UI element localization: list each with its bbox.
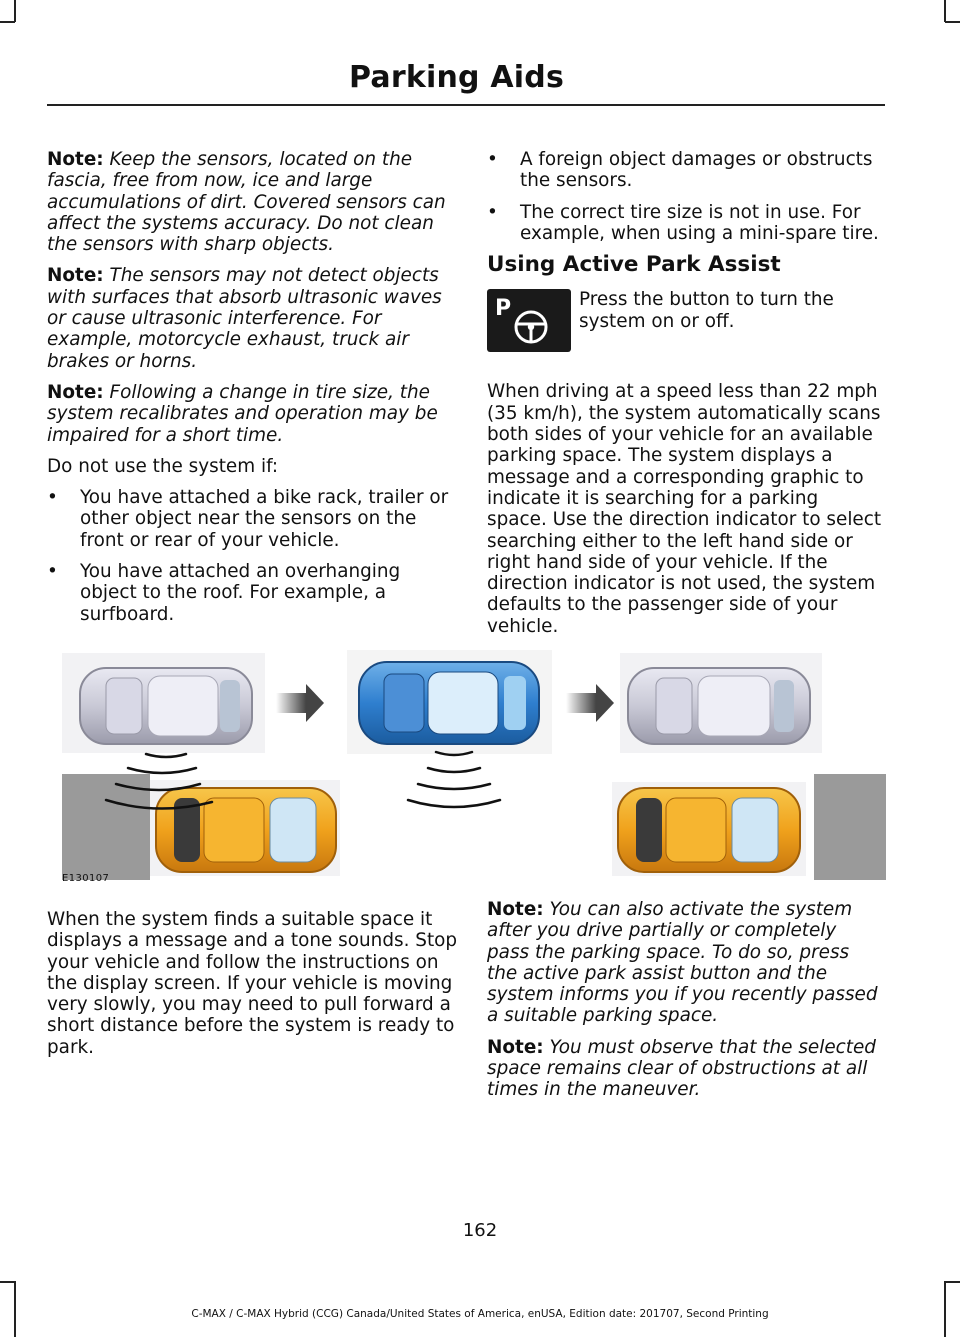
bottom-left-column: [47, 909, 462, 1068]
scanning-car: [80, 668, 252, 744]
list-item-text: A foreign object damages or obstructs the sensors.: [520, 149, 873, 192]
crop-mark: [945, 21, 960, 23]
parked-car: [618, 788, 800, 872]
note-label: Note:: [487, 899, 544, 920]
parking-scan-illustration: [62, 648, 886, 880]
active-park-assist-description: When driving at a speed less than 22 mph (35 km/h), the system automatically scans both sides of your vehicle for an available parking space. The system displays a message and a corresponding graphic to indicate it is searching for a parking space. Use the direction indicator to select searching either to the left hand side or right hand side of your vehicle. If the direction indicator is not used, the system defaults to the passenger side of your vehicle.: [487, 381, 882, 637]
bullet: •: [47, 561, 58, 583]
header-divider: [47, 104, 885, 106]
list-item-text: You have attached a bike rack, trailer or other object near the sensors on the front or rear of your vehicle.: [80, 487, 449, 551]
bottom-right-column: [487, 899, 882, 1111]
note-text: You must observe that the selected space remains clear of obstructions at all times in the maneuver.: [487, 1036, 876, 1101]
section-heading: Using Active Park Assist: [487, 252, 781, 278]
parked-car: [156, 788, 336, 872]
figure-id: E130107: [62, 873, 110, 884]
park-assist-icon: [487, 289, 571, 352]
crop-mark: [14, 0, 16, 22]
park-assist-button-block: [487, 289, 882, 375]
note-sensors-clean: [47, 149, 462, 255]
crop-mark: [0, 1281, 15, 1283]
bullet: •: [47, 487, 58, 509]
bullet: •: [487, 201, 498, 223]
note-label: Note:: [487, 1036, 544, 1058]
crop-mark: [945, 1281, 960, 1283]
arrow-icon: [276, 684, 324, 722]
bullet: •: [487, 149, 498, 170]
note-text: The sensors may not detect objects with surfaces that absorb ultrasonic waves or cause ultrasonic interference. For example, motorcycle exhaust, truck air brakes or horns.: [47, 265, 442, 372]
space-found-paragraph: When the system finds a suitable space it displays a message and a tone sounds. Stop your vehicle and follow the instructions on the display screen. If your vehicle is moving very slowly, you may need to pull forward a short distance before the system is ready to park.: [47, 909, 458, 1058]
note-ultrasonic: [47, 265, 462, 371]
list-item: [47, 487, 462, 551]
do-not-use-list: [47, 487, 462, 625]
note-text: You can also activate the system after you drive partially or completely pass the parking space. To do so, press the active park assist button and the system informs you if you recently passed a suitable parking space.: [487, 899, 878, 1027]
page-number: 162: [462, 1220, 498, 1241]
footer-text: C-MAX / C-MAX Hybrid (CCG) Canada/United States of America, enUSA, Edition date: 201707, Second Printing: [191, 1308, 769, 1320]
do-not-use-intro: Do not use the system if:: [47, 455, 279, 477]
note-label: Note:: [47, 265, 104, 287]
list-item-text: The correct tire size is not in use. For example, when using a mini-spare tire.: [520, 201, 879, 244]
do-not-use-list-continued: [487, 149, 882, 244]
park-assist-button-text: Press the button to turn the system on or off.: [579, 289, 834, 332]
sensor-waves: [408, 752, 500, 807]
note-activate-after: [487, 899, 882, 1027]
note-tire-size: [47, 382, 462, 446]
svg-text:P: P: [495, 296, 512, 322]
note-keep-clear: [487, 1037, 882, 1101]
page-title: Parking Aids: [349, 60, 564, 95]
right-column: [487, 149, 882, 647]
left-column: [47, 149, 462, 635]
crop-mark: [0, 21, 15, 23]
note-text: Following a change in tire size, the system recalibrates and operation may be impaired for a short time.: [47, 381, 438, 446]
arrow-icon: [566, 684, 614, 722]
list-item-text: You have attached an overhanging object to the roof. For example, a surfboard.: [80, 561, 401, 625]
list-item: [487, 149, 882, 192]
note-label: Note:: [47, 149, 104, 170]
note-text: Keep the sensors, located on the fascia, free from now, ice and large accumulations of dirt. Covered sensors can affect the systems accuracy. Do not clean the sensors with sharp objects.: [47, 149, 446, 256]
scanning-car: [628, 668, 810, 744]
crop-mark: [944, 0, 946, 22]
list-item: [47, 561, 462, 625]
list-item: [487, 202, 882, 245]
note-label: Note:: [47, 381, 104, 403]
detecting-car: [359, 662, 539, 744]
